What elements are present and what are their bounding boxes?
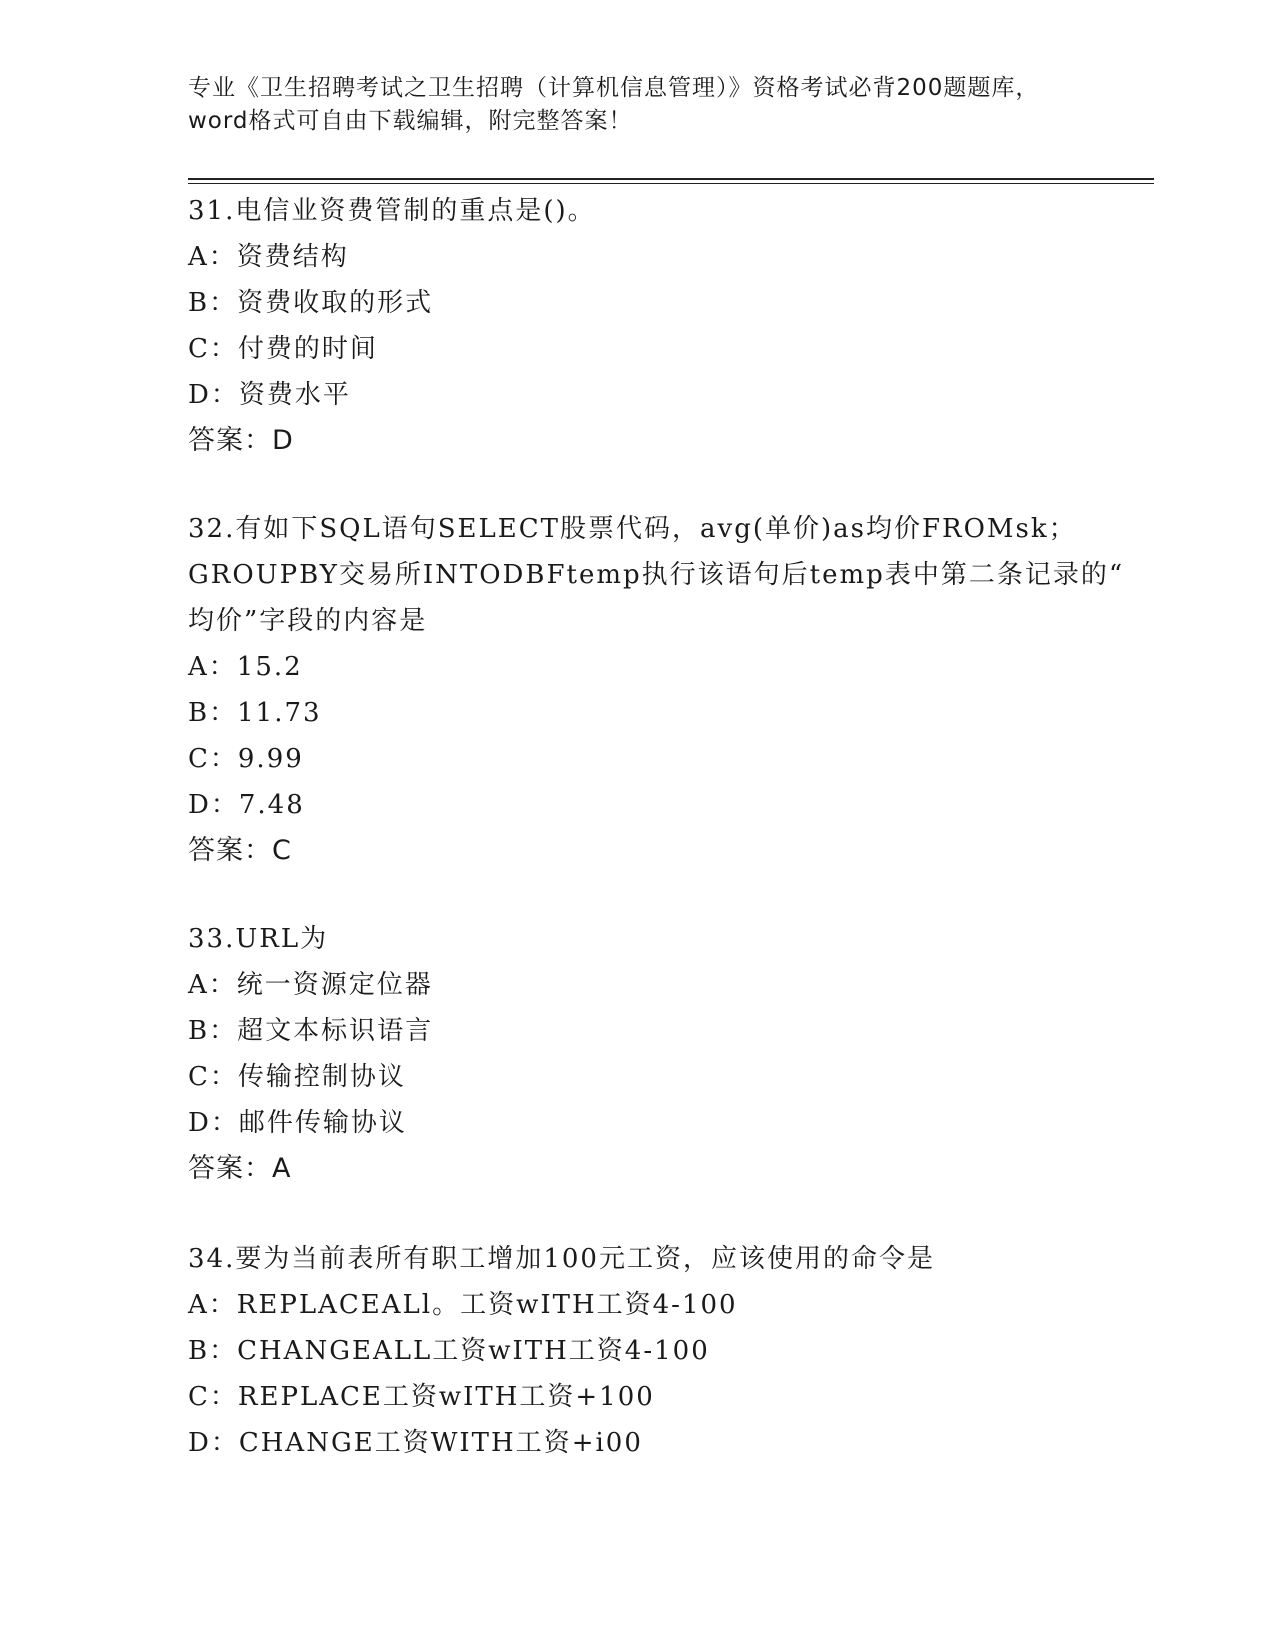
option-b: B：资费收取的形式 (188, 288, 434, 318)
question-stem: 31.电信业资费管制的重点是()。 (188, 196, 596, 226)
answer-line: 答案：C (188, 835, 292, 866)
option-d: D：CHANGE工资WITH工资+i00 (188, 1428, 643, 1458)
question-32 (188, 506, 1125, 874)
answer-line: 答案：A (188, 1153, 292, 1184)
question-31 (188, 188, 1088, 464)
option-d: D：7.48 (188, 790, 305, 820)
header-title-line-1: 专业《卫生招聘考试之卫生招聘（计算机信息管理）》资格考试必背200题题库， (188, 75, 1040, 101)
option-c: C：9.99 (188, 744, 304, 774)
question-stem: 34.要为当前表所有职工增加100元工资，应该使用的命令是 (188, 1244, 935, 1274)
question-stem-continued: 均价”字段的内容是 (188, 606, 428, 636)
document-header (188, 72, 1088, 138)
question-stem-continued: GROUPBY交易所INTODBFtemp执行该语句后temp表中第二条记录的“ (188, 560, 1125, 590)
option-d: D：邮件传输协议 (188, 1108, 407, 1138)
option-b: B：超文本标识语言 (188, 1016, 434, 1046)
option-b: B：CHANGEALL工资wITH工资4-100 (188, 1336, 710, 1366)
answer-line: 答案：D (188, 425, 294, 456)
header-divider-thick (188, 178, 1154, 180)
header-divider-thin (188, 183, 1154, 184)
question-stem: 32.有如下SQL语句SELECT股票代码，avg(单价)as均价FROMsk； (188, 514, 1077, 544)
option-c: C：传输控制协议 (188, 1062, 406, 1092)
option-c: C：付费的时间 (188, 334, 378, 364)
option-a: A：资费结构 (188, 242, 349, 272)
option-a: A：15.2 (188, 652, 303, 682)
option-a: A：统一资源定位器 (188, 970, 433, 1000)
question-stem: 33.URL为 (188, 924, 329, 954)
option-d: D：资费水平 (188, 380, 351, 410)
question-33 (188, 916, 1088, 1192)
header-title-line-2: word格式可自由下载编辑，附完整答案！ (188, 108, 633, 134)
option-b: B：11.73 (188, 698, 322, 728)
question-34 (188, 1236, 1088, 1466)
option-c: C：REPLACE工资wITH工资+100 (188, 1382, 655, 1412)
option-a: A：REPLACEALl。工资wITH工资4-100 (188, 1290, 738, 1320)
